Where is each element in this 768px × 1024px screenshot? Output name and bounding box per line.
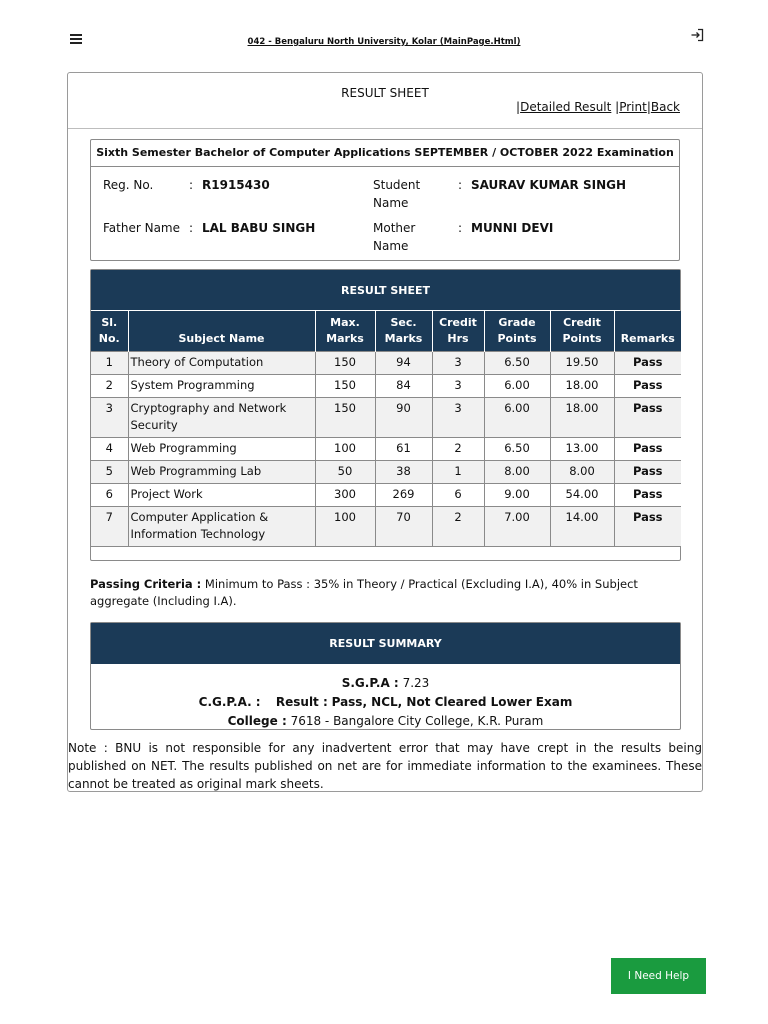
table-cell: 94 (375, 352, 432, 375)
table-cell: 1 (91, 352, 128, 375)
result-panel (67, 72, 703, 792)
table-row (91, 375, 681, 398)
table-cell: Pass (614, 461, 681, 484)
result-table-footer (91, 546, 680, 560)
top-bar (0, 0, 768, 70)
table-row (91, 461, 681, 484)
table-cell: 18.00 (550, 398, 614, 438)
table-cell: 6.50 (484, 352, 550, 375)
detailed-result-link[interactable]: Detailed Result (520, 100, 612, 114)
result-table-heading: RESULT SHEET (91, 270, 680, 311)
table-cell: 150 (315, 398, 375, 438)
column-header: Sec. Marks (375, 311, 432, 352)
table-row (91, 484, 681, 507)
print-link[interactable]: Print (619, 100, 647, 114)
father-name-separator: : (189, 221, 194, 235)
mother-name-separator: : (458, 221, 463, 235)
logout-icon[interactable] (690, 28, 704, 42)
table-cell: 150 (315, 375, 375, 398)
column-header: Grade Points (484, 311, 550, 352)
disclaimer-note: Note : BNU is not responsible for any inadvertent error that may have crept in the results being published on NET. The results published on net are for immediate information to the examinees. These cannot be treated as original mark sheets. (68, 741, 702, 791)
table-cell: 6.00 (484, 398, 550, 438)
table-cell: System Programming (128, 375, 315, 398)
table-cell: 5 (91, 461, 128, 484)
table-cell: Web Programming (128, 438, 315, 461)
sgpa-label: S.G.P.A : (341, 676, 399, 690)
table-cell: Computer Application & Information Technology (128, 507, 315, 547)
table-cell: 300 (315, 484, 375, 507)
result-table-body (91, 352, 681, 547)
column-header: Remarks (614, 311, 681, 352)
result-summary-body (91, 664, 680, 731)
result-value: Pass, NCL, Not Cleared Lower Exam (331, 695, 573, 709)
table-cell: 269 (375, 484, 432, 507)
table-cell: 7 (91, 507, 128, 547)
result-summary-box (90, 622, 681, 730)
exam-title: Sixth Semester Bachelor of Computer Applications SEPTEMBER / OCTOBER 2022 Examination (91, 140, 679, 167)
help-button[interactable]: I Need Help (611, 958, 706, 994)
table-row (91, 398, 681, 438)
table-cell: Pass (614, 398, 681, 438)
table-cell: 8.00 (550, 461, 614, 484)
table-cell: 70 (375, 507, 432, 547)
student-name-value: SAURAV KUMAR SINGH (471, 178, 627, 192)
result-table-section (90, 269, 681, 561)
panel-header (68, 73, 702, 129)
college-label: College : (227, 714, 287, 728)
table-row (91, 352, 681, 375)
table-cell: 8.00 (484, 461, 550, 484)
table-cell: 18.00 (550, 375, 614, 398)
table-cell: Pass (614, 484, 681, 507)
student-name-separator: : (458, 178, 463, 192)
back-link[interactable]: Back (650, 100, 680, 114)
mother-name-value: MUNNI DEVI (471, 221, 554, 235)
table-cell: 9.00 (484, 484, 550, 507)
table-cell: 6 (91, 484, 128, 507)
passing-criteria-label: Passing Criteria : (90, 577, 202, 591)
sgpa-value: 7.23 (402, 676, 430, 690)
passing-criteria-text: Minimum to Pass : 35% in Theory / Practical (Excluding I.A), 40% in Subject aggregate (Including I.A). (90, 577, 638, 608)
panel-title: RESULT SHEET (341, 86, 429, 100)
result-label: Result : (275, 695, 328, 709)
column-header: Subject Name (128, 311, 315, 352)
father-name-label: Father Name (103, 221, 180, 235)
result-table-header-row (91, 311, 681, 352)
table-cell: 84 (375, 375, 432, 398)
student-info-box (90, 139, 680, 261)
table-cell: 7.00 (484, 507, 550, 547)
table-cell: Cryptography and Network Security (128, 398, 315, 438)
table-row (91, 507, 681, 547)
sgpa-line (91, 674, 680, 693)
table-cell: 4 (91, 438, 128, 461)
passing-criteria (90, 576, 685, 610)
mother-name-label: Mother Name (373, 221, 416, 253)
table-cell: Theory of Computation (128, 352, 315, 375)
cgpa-label: C.G.P.A. : (198, 695, 261, 709)
table-cell: 3 (432, 375, 484, 398)
table-cell: 100 (315, 507, 375, 547)
table-cell: 19.50 (550, 352, 614, 375)
table-cell: 100 (315, 438, 375, 461)
college-value: 7618 - Bangalore City College, K.R. Puram (290, 714, 544, 728)
table-cell: 14.00 (550, 507, 614, 547)
table-cell: 3 (432, 352, 484, 375)
table-cell: Project Work (128, 484, 315, 507)
column-header: Credit Hrs (432, 311, 484, 352)
table-cell: 6 (432, 484, 484, 507)
cgpa-result-line (91, 693, 680, 712)
table-cell: 13.00 (550, 438, 614, 461)
table-cell: 61 (375, 438, 432, 461)
college-line (91, 712, 680, 731)
table-cell: 6.50 (484, 438, 550, 461)
site-title-link[interactable]: 042 - Bengaluru North University, Kolar (MainPage.Html) (247, 37, 521, 47)
table-cell: Web Programming Lab (128, 461, 315, 484)
reg-no-label: Reg. No. (103, 178, 154, 192)
student-name-label: Student Name (373, 178, 421, 210)
table-cell: 150 (315, 352, 375, 375)
table-row (91, 438, 681, 461)
table-cell: Pass (614, 375, 681, 398)
table-cell: Pass (614, 507, 681, 547)
reg-no-value: R1915430 (202, 178, 270, 192)
table-cell: 50 (315, 461, 375, 484)
table-cell: 54.00 (550, 484, 614, 507)
column-header: Sl. No. (91, 311, 128, 352)
table-cell: 2 (432, 507, 484, 547)
result-table (91, 311, 681, 546)
result-summary-heading: RESULT SUMMARY (91, 623, 680, 664)
table-cell: Pass (614, 352, 681, 375)
column-header: Credit Points (550, 311, 614, 352)
table-cell: 2 (432, 438, 484, 461)
table-cell: 38 (375, 461, 432, 484)
table-cell: 6.00 (484, 375, 550, 398)
column-header: Max. Marks (315, 311, 375, 352)
table-cell: Pass (614, 438, 681, 461)
father-name-value: LAL BABU SINGH (202, 221, 316, 235)
panel-links: |Detailed Result |Print|Back (516, 100, 680, 114)
table-cell: 90 (375, 398, 432, 438)
reg-no-separator: : (189, 178, 194, 192)
table-cell: 3 (432, 398, 484, 438)
table-cell: 3 (91, 398, 128, 438)
table-cell: 1 (432, 461, 484, 484)
table-cell: 2 (91, 375, 128, 398)
